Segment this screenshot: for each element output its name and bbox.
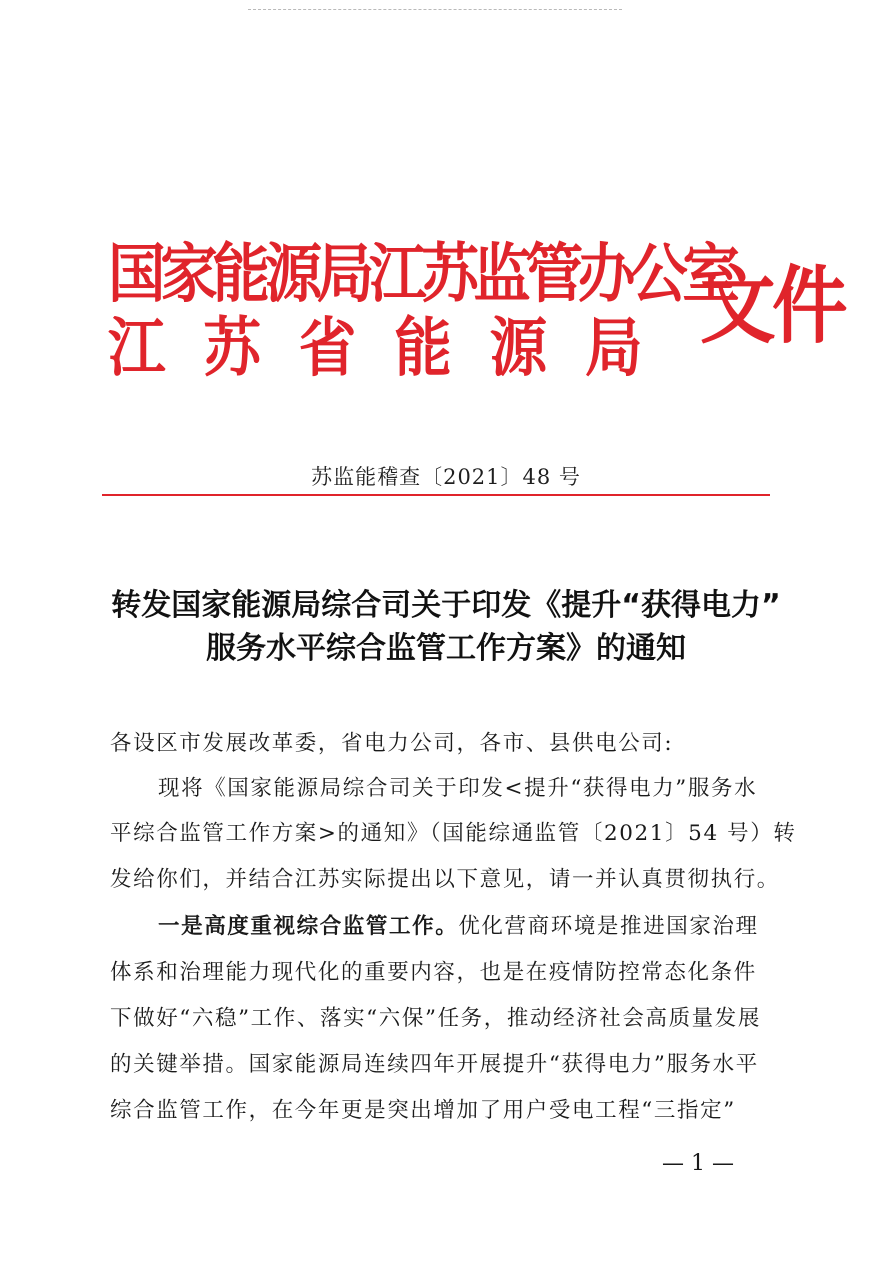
paragraph-1-line-1: 现将《国家能源局综合司关于印发<提升“获得电力”服务水 bbox=[158, 776, 758, 801]
document-title-line-1: 转发国家能源局综合司关于印发《提升“获得电力” bbox=[111, 588, 781, 623]
addressee: 各设区市发展改革委，省电力公司，各市、县供电公司: bbox=[110, 731, 674, 756]
paragraph-2-line-5: 综合监管工作，在今年更是突出增加了用户受电工程“三指定” bbox=[110, 1098, 736, 1123]
issuer-line-1: 国家能源局江苏监管办公室 bbox=[108, 238, 735, 312]
paragraph-2-line-3: 下做好“六稳”工作、落实“六保”任务，推动经济社会高质量发展 bbox=[110, 1006, 761, 1031]
paragraph-2-line-1-text: 优化营商环境是推进国家治理 bbox=[458, 914, 759, 939]
red-separator-line bbox=[102, 494, 770, 496]
document-number: 苏监能稽查〔2021〕48 号 bbox=[311, 465, 581, 489]
paragraph-2-line-2: 体系和治理能力现代化的重要内容，也是在疫情防控常态化条件 bbox=[110, 960, 757, 985]
issuer-line-2: 江苏省能源局 bbox=[108, 312, 681, 386]
paragraph-2-line-4: 的关键举措。国家能源局连续四年开展提升“获得电力”服务水平 bbox=[110, 1052, 759, 1077]
paragraph-2-line-1 bbox=[158, 912, 759, 942]
page-number: — 1 — bbox=[662, 1151, 734, 1176]
paragraph-1-line-3: 发给你们，并结合江苏实际提出以下意见，请一并认真贯彻执行。 bbox=[110, 867, 780, 892]
document-label: 文件 bbox=[700, 257, 845, 355]
document-title-line-2: 服务水平综合监管工作方案》的通知 bbox=[206, 631, 686, 666]
top-scan-rule bbox=[248, 9, 622, 10]
paragraph-1-line-2: 平综合监管工作方案>的通知》（国能综通监管〔2021〕54 号）转 bbox=[110, 821, 797, 846]
paragraph-2-heading: 一是高度重视综合监管工作。 bbox=[158, 914, 459, 939]
